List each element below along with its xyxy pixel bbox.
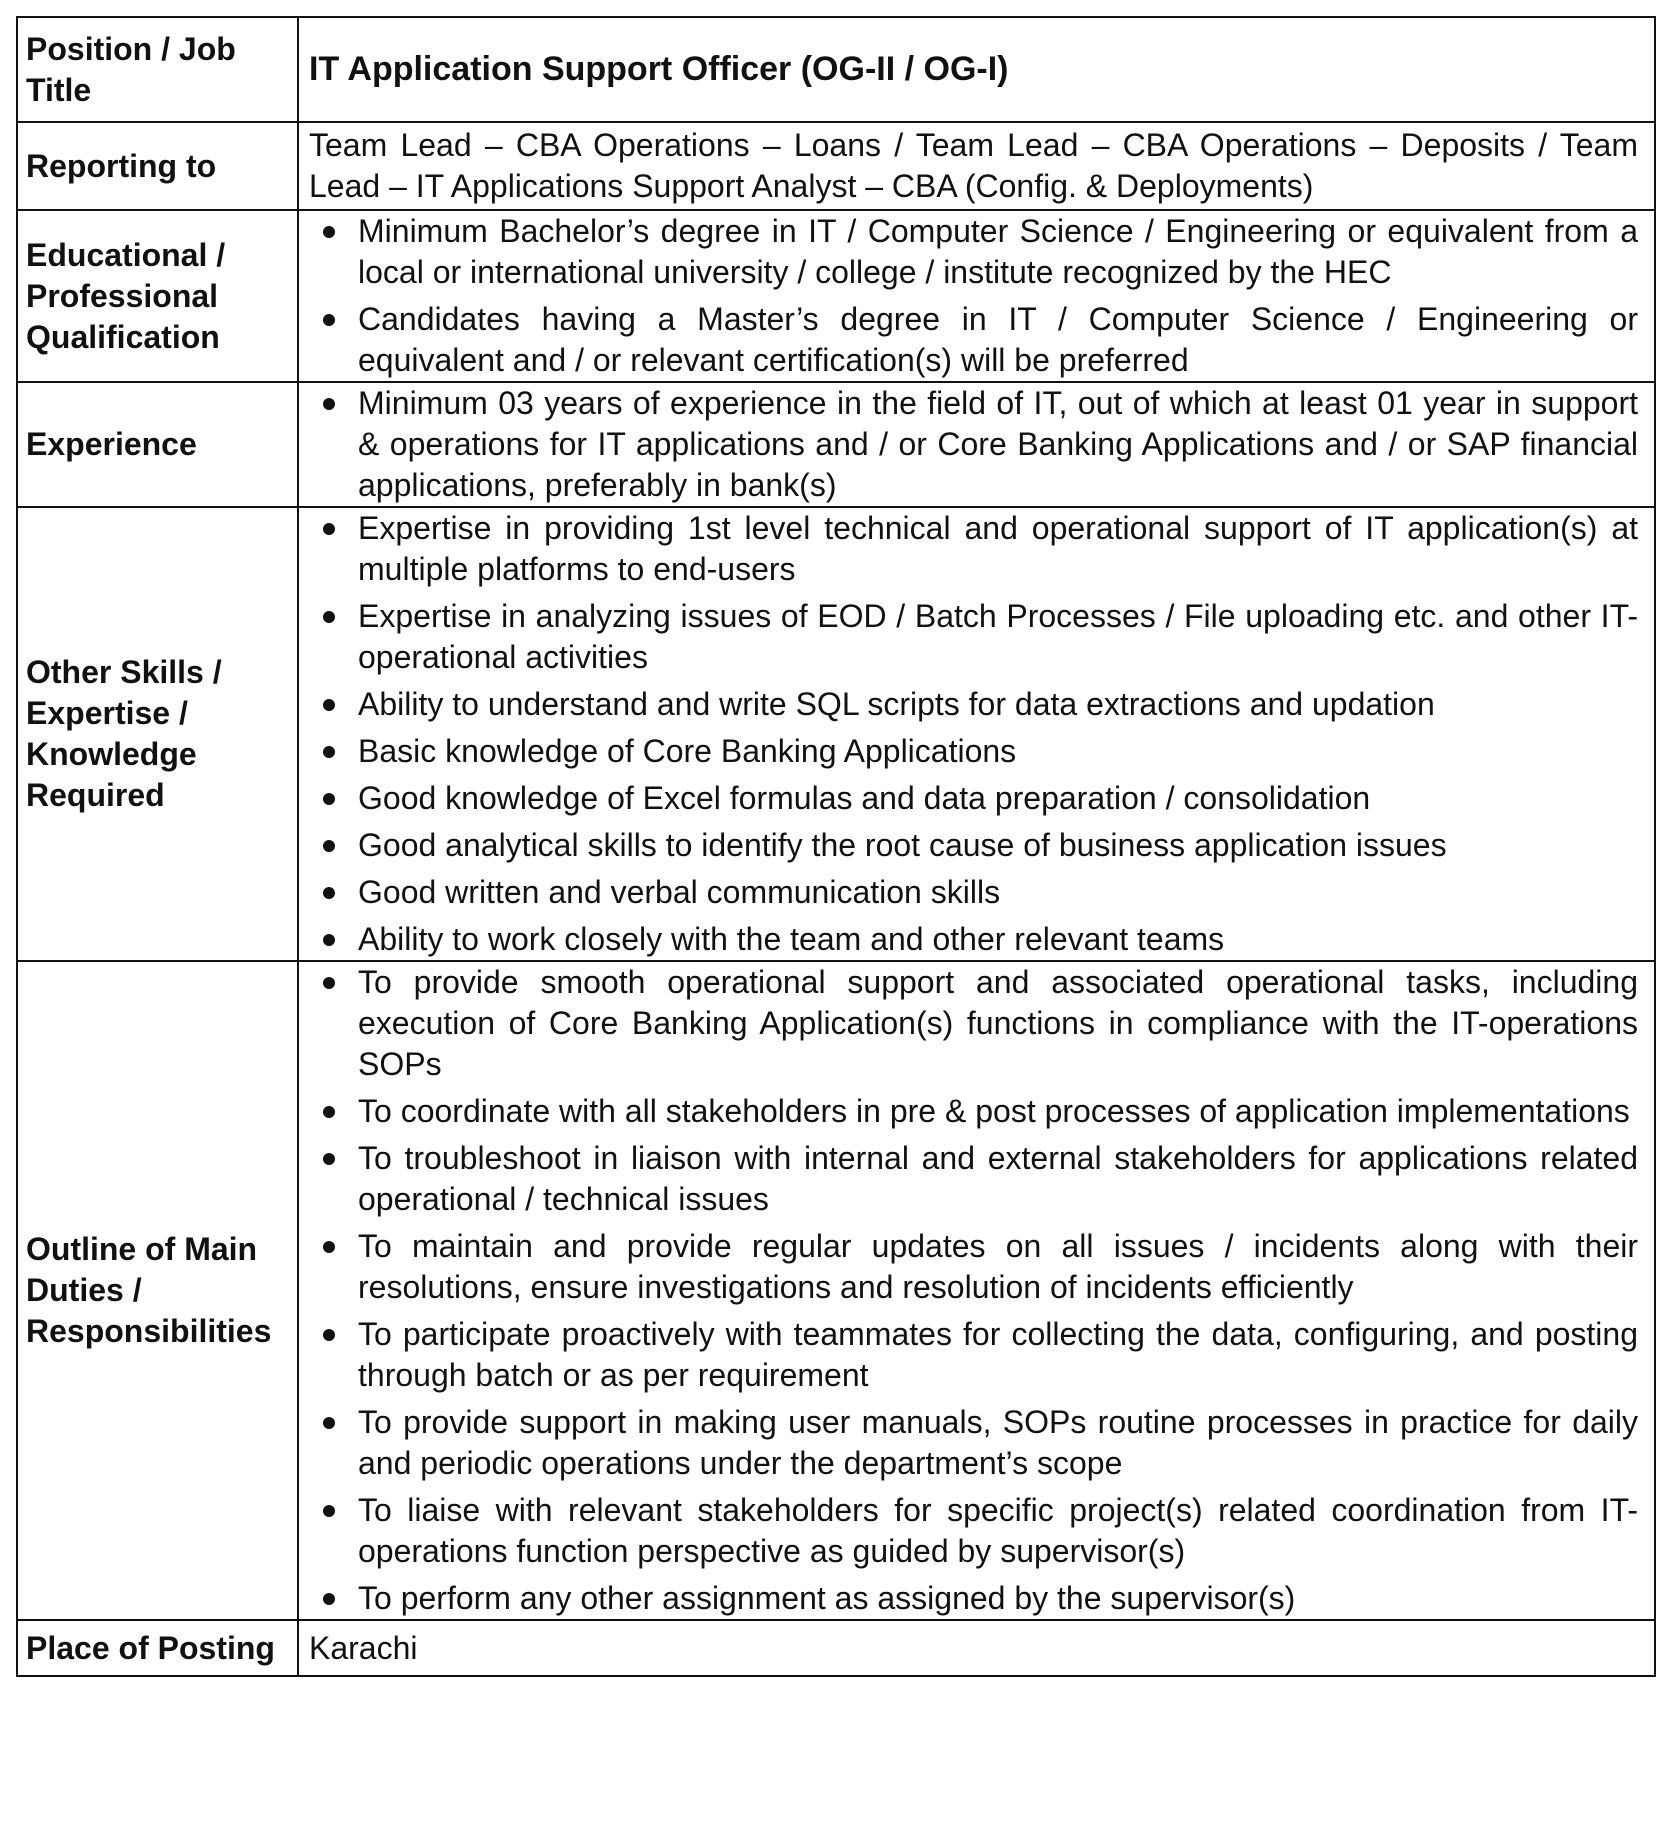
posting-value: Karachi <box>298 1620 1655 1676</box>
education-item: Minimum Bachelor’s degree in IT / Computer Science / Engineering or equivalent from a local or international university / college / institute recognized by the HEC <box>309 211 1638 293</box>
row-position <box>17 17 1655 122</box>
skills-value <box>298 507 1655 961</box>
skills-item: Basic knowledge of Core Banking Applications <box>309 731 1638 772</box>
row-duties <box>17 961 1655 1620</box>
skills-item: Good analytical skills to identify the root cause of business application issues <box>309 825 1638 866</box>
posting-label: Place of Posting <box>17 1620 298 1676</box>
row-skills <box>17 507 1655 961</box>
duties-item: To coordinate with all stakeholders in pre & post processes of application implementations <box>309 1091 1638 1132</box>
experience-label: Experience <box>17 382 298 507</box>
experience-value <box>298 382 1655 507</box>
duties-value <box>298 961 1655 1620</box>
duties-label: Outline of Main Duties / Responsibilities <box>17 961 298 1620</box>
skills-item: Ability to understand and write SQL scripts for data extractions and updation <box>309 684 1638 725</box>
duties-list <box>309 962 1638 1619</box>
duties-item: To perform any other assignment as assigned by the supervisor(s) <box>309 1578 1638 1619</box>
duties-item: To participate proactively with teammates for collecting the data, configuring, and posting through batch or as per requirement <box>309 1314 1638 1396</box>
skills-item: Expertise in providing 1st level technical and operational support of IT application(s) at multiple platforms to end-users <box>309 508 1638 590</box>
job-description-table <box>16 16 1656 1677</box>
reporting-label: Reporting to <box>17 122 298 210</box>
education-list <box>309 211 1638 381</box>
duties-item: To provide smooth operational support and associated operational tasks, including execution of Core Banking Application(s) functions in compliance with the IT-operations SOPs <box>309 962 1638 1085</box>
skills-item: Ability to work closely with the team and other relevant teams <box>309 919 1638 960</box>
row-reporting <box>17 122 1655 210</box>
duties-item: To liaise with relevant stakeholders for specific project(s) related coordination from IT- operations function perspective as guided by supervisor(s) <box>309 1490 1638 1572</box>
education-label: Educational / Professional Qualification <box>17 210 298 382</box>
education-item: Candidates having a Master’s degree in IT / Computer Science / Engineering or equivalent and / or relevant certification(s) will be preferred <box>309 299 1638 381</box>
position-value: IT Application Support Officer (OG-II / OG-I) <box>298 17 1655 122</box>
duties-item: To troubleshoot in liaison with internal and external stakeholders for applications related operational / technical issues <box>309 1138 1638 1220</box>
experience-item: Minimum 03 years of experience in the field of IT, out of which at least 01 year in support & operations for IT applications and / or Core Banking Applications and / or SAP financial applications, preferably in bank(s) <box>309 383 1638 506</box>
skills-item: Good written and verbal communication skills <box>309 872 1638 913</box>
duties-item: To maintain and provide regular updates on all issues / incidents along with their resolutions, ensure investigations and resolution of incidents efficiently <box>309 1226 1638 1308</box>
row-experience <box>17 382 1655 507</box>
row-education <box>17 210 1655 382</box>
skills-item: Expertise in analyzing issues of EOD / Batch Processes / File uploading etc. and other IT-operational activities <box>309 596 1638 678</box>
skills-item: Good knowledge of Excel formulas and data preparation / consolidation <box>309 778 1638 819</box>
experience-list <box>309 383 1638 506</box>
reporting-value: Team Lead – CBA Operations – Loans / Team Lead – CBA Operations – Deposits / Team Lead – IT Applications Support Analyst – CBA (Config. & Deployments) <box>298 122 1655 210</box>
skills-list <box>309 508 1638 960</box>
duties-item: To provide support in making user manuals, SOPs routine processes in practice for daily and periodic operations under the department’s scope <box>309 1402 1638 1484</box>
position-label: Position / Job Title <box>17 17 298 122</box>
skills-label: Other Skills / Expertise / Knowledge Required <box>17 507 298 961</box>
education-value <box>298 210 1655 382</box>
row-posting <box>17 1620 1655 1676</box>
